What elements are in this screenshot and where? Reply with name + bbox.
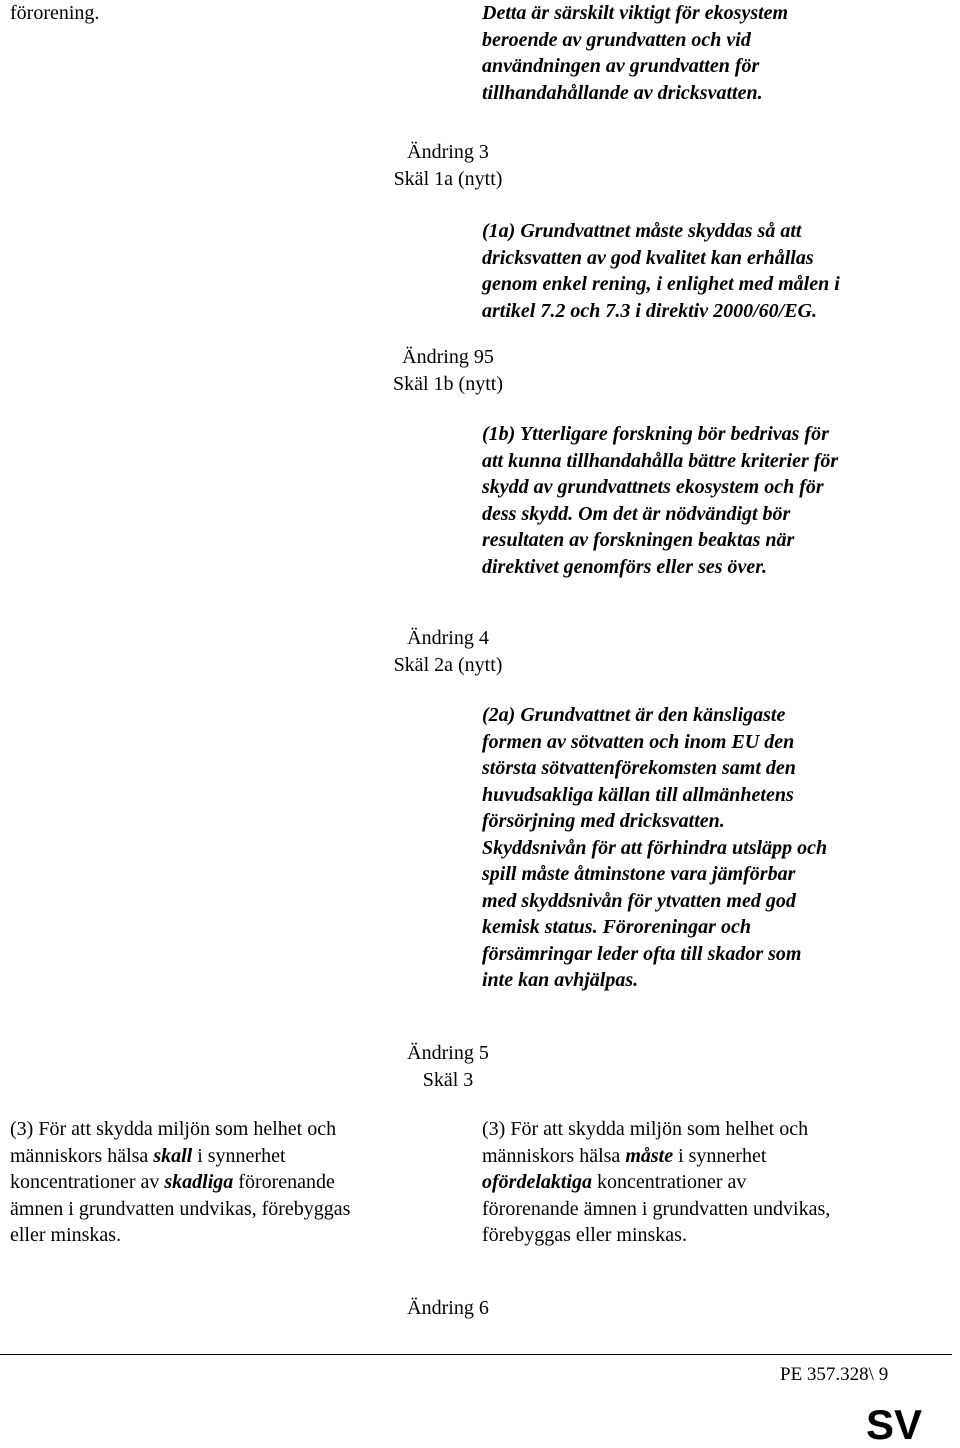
amendment-number: Ändring 4 — [407, 627, 489, 649]
text-line: resultaten av forskningen beaktas när — [482, 529, 795, 551]
text-line: skydd av grundvattnets ekosystem och för — [482, 476, 824, 498]
text-line: (1b) Ytterligare forskning bör bedrivas för — [482, 423, 829, 445]
amendment-4-text — [482, 702, 827, 994]
recital-label: Skäl 1b (nytt) — [393, 372, 503, 395]
text-line: försörjning med dricksvatten. — [482, 810, 725, 832]
emphasis-text: måste — [625, 1144, 674, 1167]
amendment-3-heading — [348, 139, 548, 192]
recital-label: Skäl 3 — [422, 1068, 474, 1091]
text-line: ämnen i grundvatten undvikas, förebyggas — [10, 1197, 351, 1220]
amendment-4-heading — [348, 625, 548, 678]
language-code: SV — [866, 1401, 923, 1448]
text-line: användningen av grundvatten för — [482, 55, 760, 77]
text-line: inte kan avhjälpas. — [482, 969, 639, 991]
previous-amendment-text — [482, 0, 788, 106]
amendment-number: Ändring 3 — [407, 141, 489, 163]
text-line: dricksvatten av god kvalitet kan erhållas — [482, 246, 814, 269]
text-line: (3) För att skydda miljön som helhet och — [10, 1118, 337, 1140]
text-line: huvudsakliga källan till allmänhetens — [482, 783, 794, 806]
amendment-number: Ändring 5 — [407, 1042, 489, 1064]
text-line: (3) För att skydda miljön som helhet och — [482, 1118, 809, 1140]
amendment-95-heading — [348, 344, 548, 397]
document-reference: PE 357.328\ 9 — [780, 1364, 889, 1385]
amendment-3-text — [482, 218, 840, 324]
text-line: (2a) Grundvattnet är den känsligaste — [482, 704, 786, 726]
text-line: beroende av grundvatten och vid — [482, 28, 751, 51]
text-line: genom enkel rening, i enlighet med målen i — [482, 273, 840, 295]
amended-text-column — [482, 1116, 830, 1249]
text-line: med skyddsnivån för ytvatten med god — [482, 889, 796, 912]
text-line: kemisk status. Föroreningar och — [482, 916, 751, 938]
previous-text-fragment: förorening. — [10, 2, 100, 24]
text-line: koncentrationer av skadliga förorenande — [10, 1171, 335, 1193]
text-line: (1a) Grundvattnet måste skyddas så att — [482, 220, 802, 242]
amendment-number: Ändring 95 — [402, 346, 494, 368]
commission-text-column — [10, 1116, 350, 1249]
text-line: att kunna tillhandahålla bättre kriterier för — [482, 449, 839, 472]
text-line: Skyddsnivån för att förhindra utsläpp och — [482, 836, 828, 859]
amendment-95-text — [482, 421, 838, 580]
text-line: förebyggas eller minskas. — [482, 1224, 687, 1246]
text-line: artikel 7.2 och 7.3 i direktiv 2000/60/EG. — [482, 299, 817, 322]
text-line: förorenande ämnen i grundvatten undvikas, — [482, 1197, 831, 1220]
text-line: människors hälsa måste i synnerhet — [482, 1144, 767, 1167]
amendment-6-heading — [348, 1295, 548, 1322]
text-line: formen av sötvatten och inom EU den — [482, 730, 795, 753]
text-line: direktivet genomförs eller ses över. — [482, 555, 767, 578]
text-line: försämringar leder ofta till skador som — [482, 942, 802, 965]
text-line: människors hälsa skall i synnerhet — [10, 1144, 286, 1167]
recital-label: Skäl 1a (nytt) — [393, 167, 503, 190]
text-line: tillhandahållande av dricksvatten. — [482, 81, 763, 104]
amendment-number: Ändring 6 — [407, 1297, 489, 1319]
text-line: eller minskas. — [10, 1224, 122, 1246]
text-line: dess skydd. Om det är nödvändigt bör — [482, 502, 791, 525]
text-line: ofördelaktiga koncentrationer av — [482, 1171, 747, 1193]
emphasis-text: ofördelaktiga — [482, 1171, 592, 1193]
text-line: spill måste åtminstone vara jämförbar — [482, 863, 796, 885]
emphasis-text: skadliga — [164, 1171, 234, 1193]
text-line: Detta är särskilt viktigt för ekosystem — [482, 2, 789, 24]
recital-label: Skäl 2a (nytt) — [393, 653, 503, 676]
amendment-5-heading — [348, 1040, 548, 1093]
footer-rule — [0, 1354, 952, 1355]
emphasis-text: skall — [153, 1144, 193, 1167]
text-line: största sötvattenförekomsten samt den — [482, 757, 796, 779]
